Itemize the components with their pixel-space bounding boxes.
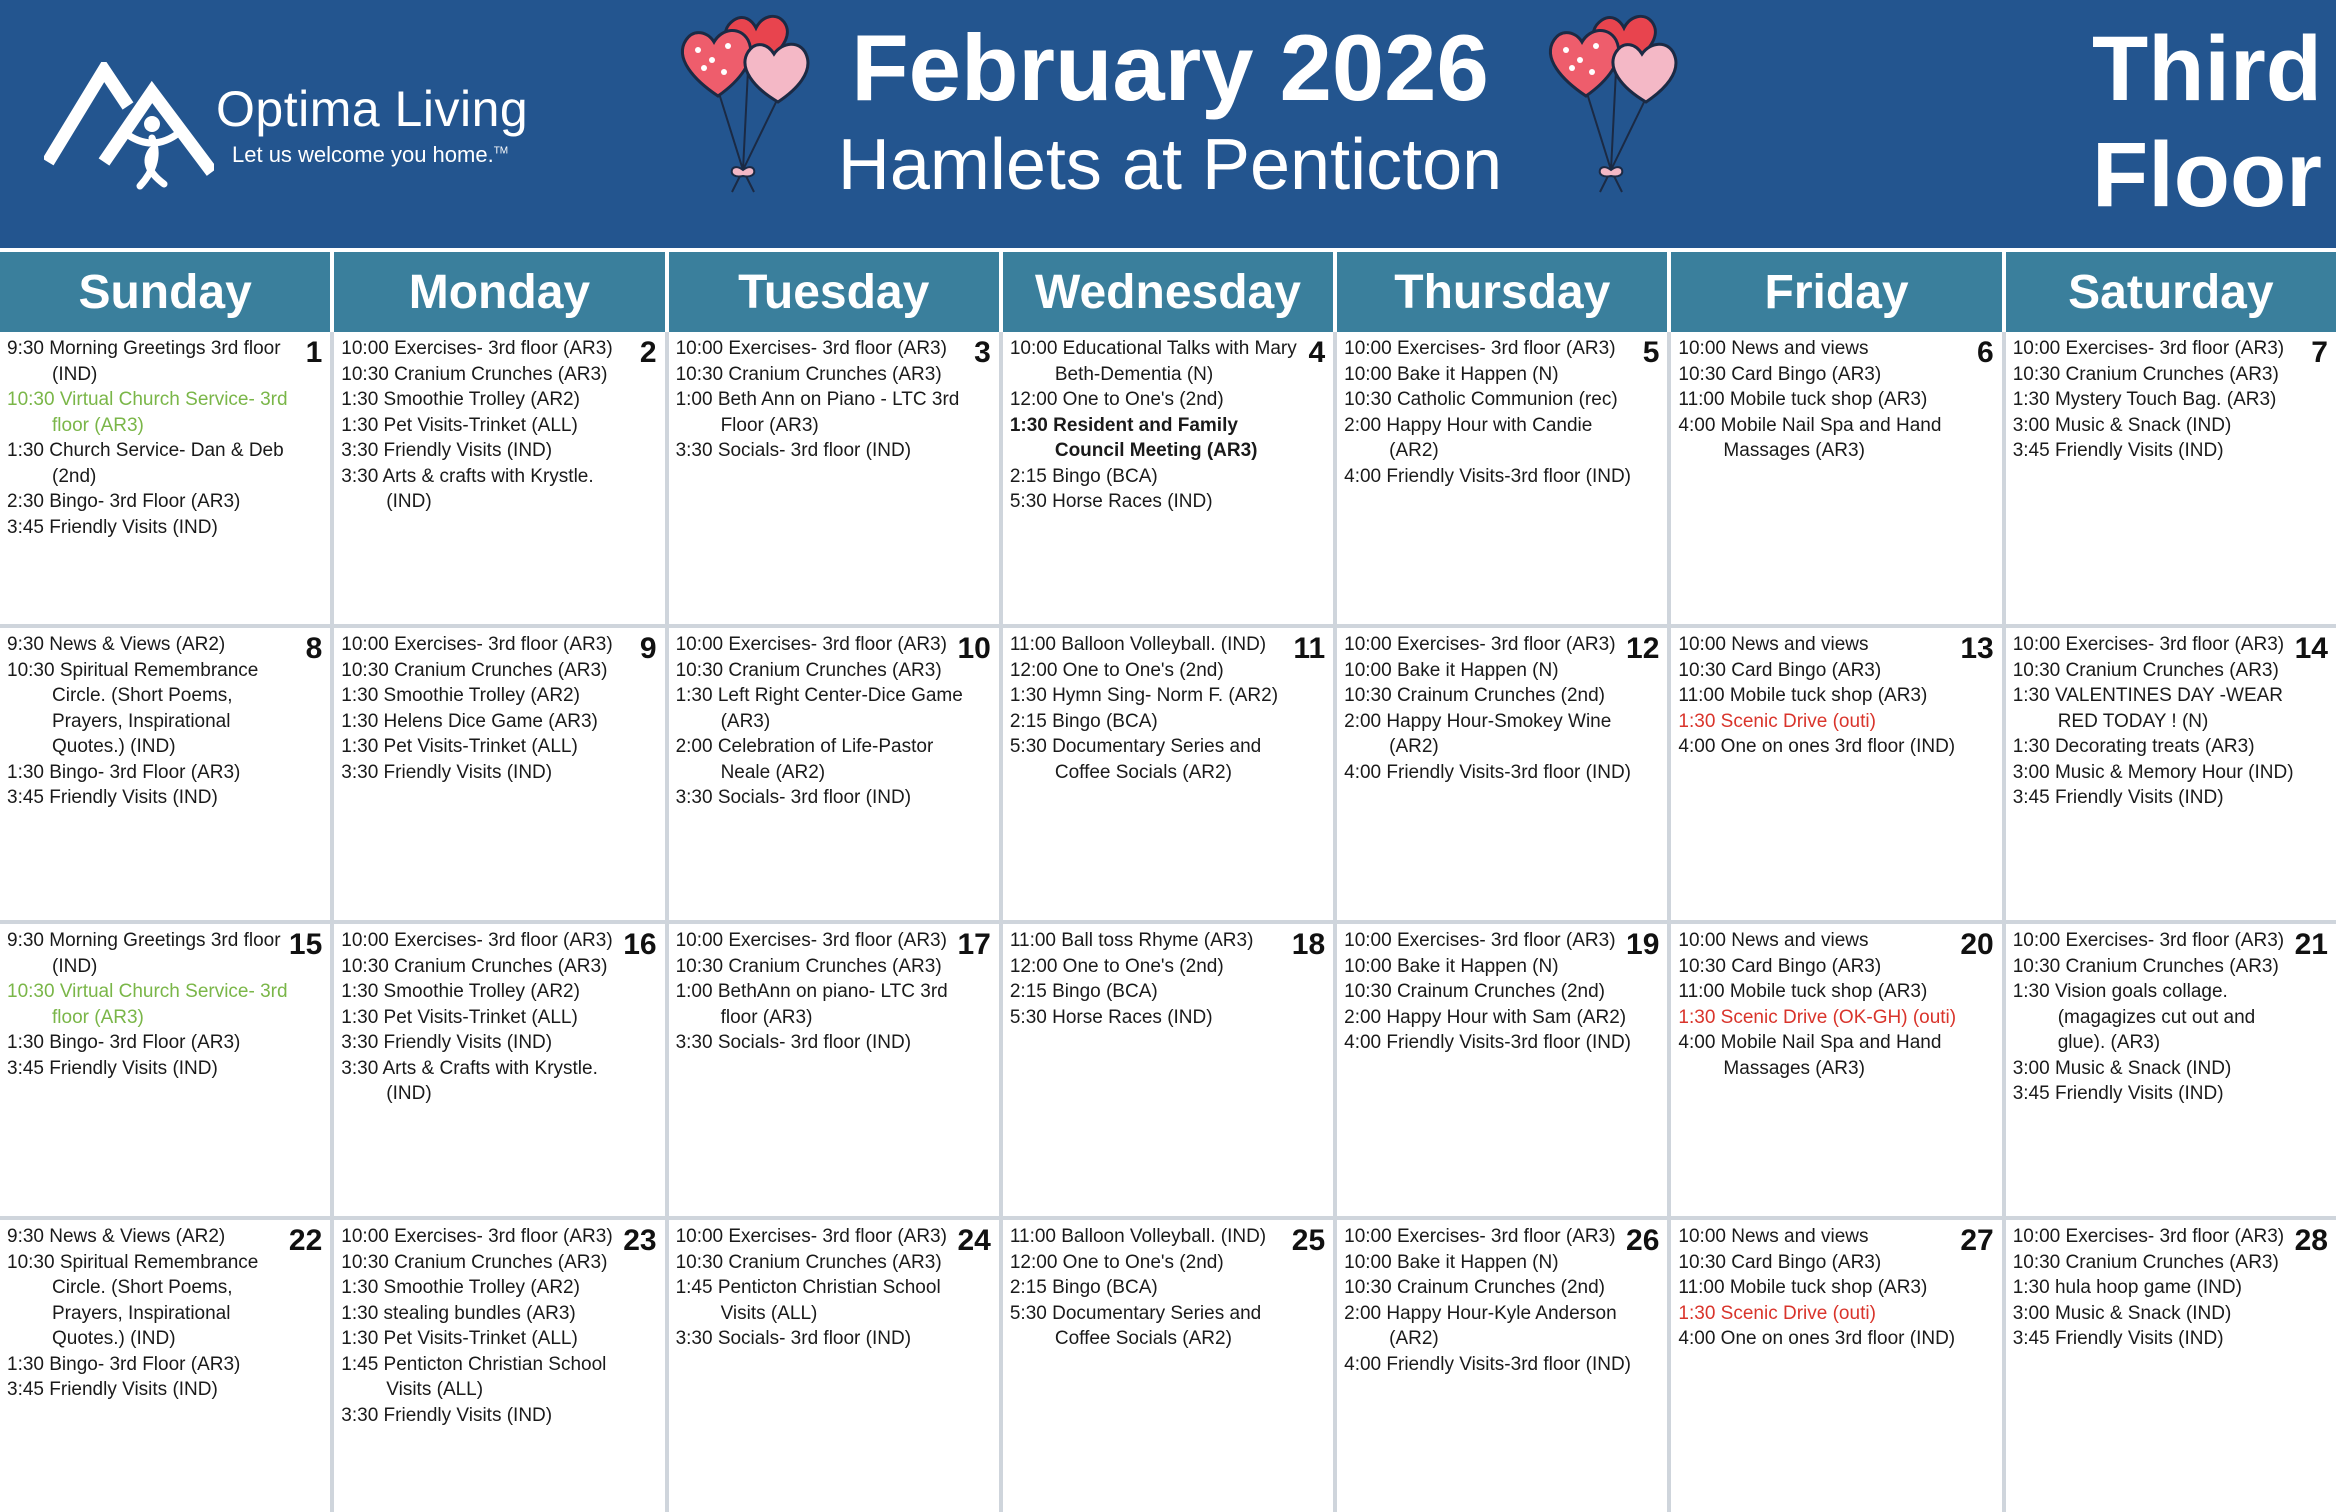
event-item: 11:00 Mobile tuck shop (AR3) <box>1678 981 1928 1002</box>
event-item: 10:00 Bake it Happen (N) <box>1344 363 1559 385</box>
event-item: 1:30 Pet Visits-Trinket (ALL) <box>341 1006 578 1028</box>
event-item: 1:30 Scenic Drive (OK-GH) (outi) <box>1678 1006 1957 1028</box>
event-item: 3:30 Friendly Visits (IND) <box>341 440 553 461</box>
floor-label-line1: Third <box>2092 18 2322 120</box>
day-number: 3 <box>974 336 991 369</box>
day-cell <box>1003 924 1333 1216</box>
event-item: 2:00 Happy Hour-Kyle Anderson (AR2) <box>1344 1302 1617 1349</box>
event-item: 1:30 Vision goals collage. (magagizes cut out and glue). (AR3) <box>2012 981 2256 1053</box>
event-item: 1:30 Church Service- Dan & Deb (2nd) <box>7 440 284 487</box>
day-number: 20 <box>1960 928 1994 961</box>
event-item: 2:30 Bingo- 3rd Floor (AR3) <box>7 491 241 512</box>
day-number: 5 <box>1642 336 1660 369</box>
event-item: 9:30 News & Views (AR2) <box>7 634 226 655</box>
event-item: 1:30 Pet Visits-Trinket (ALL) <box>341 736 578 757</box>
event-item: 10:00 Bake it Happen (N) <box>1344 955 1559 977</box>
event-item: 10:00 Exercises- 3rd floor (AR3) <box>341 634 613 655</box>
weekday-sunday: Sunday <box>0 252 330 332</box>
event-item: 2:15 Bingo (BCA) <box>1009 465 1158 487</box>
day-number: 14 <box>2294 632 2328 665</box>
event-item: 1:45 Penticton Christian School Visits (ALL) <box>675 1277 941 1324</box>
event-item: 10:00 Bake it Happen (N) <box>1344 659 1559 681</box>
event-item: 2:00 Happy Hour with Candie (AR2) <box>1344 414 1593 461</box>
day-number: 8 <box>305 632 323 665</box>
event-item: 3:45 Friendly Visits (IND) <box>2012 787 2224 808</box>
day-cell <box>334 1220 664 1512</box>
event-item: 4:00 One on ones 3rd floor (IND) <box>1678 1328 1956 1349</box>
event-item: 10:00 Exercises- 3rd floor (AR3) <box>2012 338 2285 359</box>
event-item: 3:00 Music & Memory Hour (IND) <box>2012 761 2294 783</box>
floor-label-line2: Floor <box>2092 124 2322 226</box>
event-item: 11:00 Mobile tuck shop (AR3) <box>1678 685 1928 706</box>
day-number: 9 <box>639 632 657 665</box>
event-item: 11:00 Ball toss Rhyme (AR3) <box>1009 930 1254 951</box>
event-item: 10:30 Cranium Crunches (AR3) <box>675 659 942 681</box>
day-number: 11 <box>1293 632 1326 665</box>
event-item: 1:30 Resident and Family Council Meeting (AR3) <box>1009 414 1258 461</box>
day-number: 10 <box>957 632 991 665</box>
event-item: 3:30 Socials- 3rd floor (IND) <box>675 1032 912 1053</box>
day-cell <box>334 924 664 1216</box>
event-item: 10:00 News and views <box>1678 1226 1869 1247</box>
day-number: 22 <box>288 1224 323 1257</box>
day-number: 24 <box>957 1224 991 1257</box>
event-item: 12:00 One to One's (2nd) <box>1009 1251 1224 1273</box>
event-item: 12:00 One to One's (2nd) <box>1009 955 1224 977</box>
calendar-header <box>0 0 2336 248</box>
event-item: 11:00 Balloon Volleyball. (IND) <box>1009 634 1267 655</box>
day-cell <box>669 924 999 1216</box>
event-item: 3:30 Friendly Visits (IND) <box>341 761 553 783</box>
trademark-mark: TM <box>493 145 509 157</box>
day-number: 15 <box>288 928 323 961</box>
weekday-saturday: Saturday <box>2006 252 2336 332</box>
event-item: 3:30 Socials- 3rd floor (IND) <box>675 787 912 808</box>
event-item: 10:30 Cranium Crunches (AR3) <box>341 363 608 385</box>
event-item: 10:30 Cranium Crunches (AR3) <box>341 1251 608 1273</box>
event-item: 10:30 Virtual Church Service- 3rd floor (AR3) <box>7 389 288 436</box>
day-cell <box>2006 332 2336 624</box>
day-number: 18 <box>1291 928 1326 961</box>
event-item: 10:00 Exercises- 3rd floor (AR3) <box>675 930 947 951</box>
event-item: 10:30 Cranium Crunches (AR3) <box>2012 955 2279 977</box>
house-person-icon <box>44 62 214 192</box>
day-cell <box>1003 1220 1333 1512</box>
event-item: 10:00 Exercises- 3rd floor (AR3) <box>341 1226 613 1247</box>
day-cell <box>669 332 999 624</box>
event-item: 1:30 VALENTINES DAY -WEAR RED TODAY ! (N) <box>2012 685 2284 732</box>
event-item: 3:30 Friendly Visits (IND) <box>341 1404 553 1426</box>
event-item: 3:45 Friendly Visits (IND) <box>7 516 218 538</box>
event-item: 2:15 Bingo (BCA) <box>1009 1277 1158 1298</box>
event-item: 10:30 Card Bingo (AR3) <box>1678 363 1882 385</box>
day-cell <box>669 1220 999 1512</box>
day-number: 16 <box>623 928 657 961</box>
day-cell <box>334 628 664 920</box>
day-number: 27 <box>1960 1224 1994 1257</box>
event-item: 3:45 Friendly Visits (IND) <box>7 1057 218 1079</box>
day-number: 28 <box>2294 1224 2328 1257</box>
event-item: 10:30 Cranium Crunches (AR3) <box>2012 1251 2279 1273</box>
brand-tagline <box>232 142 508 168</box>
event-item: 1:30 Bingo- 3rd Floor (AR3) <box>7 1353 241 1375</box>
event-item: 10:00 News and views <box>1678 634 1869 655</box>
event-item: 10:30 Cranium Crunches (AR3) <box>341 659 608 681</box>
event-item: 1:30 Scenic Drive (outi) <box>1678 1302 1876 1324</box>
day-cell <box>2006 628 2336 920</box>
event-item: 5:30 Documentary Series and Coffee Socials (AR2) <box>1009 736 1262 783</box>
day-cell <box>2006 924 2336 1216</box>
day-number: 26 <box>1626 1224 1660 1257</box>
event-item: 4:00 One on ones 3rd floor (IND) <box>1678 736 1956 757</box>
calendar-grid <box>0 332 2336 1512</box>
day-number: 2 <box>639 336 657 369</box>
event-item: 1:30 Smoothie Trolley (AR2) <box>341 389 580 410</box>
event-item: 2:00 Celebration of Life-Pastor Neale (AR2) <box>675 736 934 783</box>
event-item: 5:30 Horse Races (IND) <box>1009 1006 1213 1028</box>
day-cell <box>1337 1220 1667 1512</box>
event-item: 10:00 News and views <box>1678 930 1869 951</box>
event-item: 4:00 Friendly Visits-3rd floor (IND) <box>1344 1032 1631 1053</box>
heart-balloons-icon-right <box>1536 10 1686 220</box>
event-item: 10:00 Exercises- 3rd floor (AR3) <box>675 338 947 359</box>
day-number: 19 <box>1626 928 1660 961</box>
day-number: 12 <box>1626 632 1660 665</box>
day-number: 25 <box>1291 1224 1326 1257</box>
event-item: 10:30 Cranium Crunches (AR3) <box>2012 363 2279 385</box>
event-item: 1:00 BethAnn on piano- LTC 3rd floor (AR3) <box>675 981 948 1028</box>
event-item: 1:30 Helens Dice Game (AR3) <box>341 710 598 732</box>
event-item: 1:30 Hymn Sing- Norm F. (AR2) <box>1009 685 1279 706</box>
event-item: 12:00 One to One's (2nd) <box>1009 389 1224 410</box>
event-item: 10:30 Cranium Crunches (AR3) <box>2012 659 2279 681</box>
day-number: 1 <box>305 336 323 369</box>
event-item: 10:30 Spiritual Remembrance Circle. (Short Poems, Prayers, Inspirational Quotes.) (IND) <box>7 1251 259 1349</box>
event-item: 10:30 Crainum Crunches (2nd) <box>1344 1277 1605 1298</box>
month-title: February 2026 <box>851 15 1489 120</box>
day-cell <box>334 332 664 624</box>
day-cell <box>669 628 999 920</box>
day-cell <box>1671 1220 2001 1512</box>
event-item: 4:00 Friendly Visits-3rd floor (IND) <box>1344 761 1631 783</box>
event-item: 10:30 Card Bingo (AR3) <box>1678 659 1882 681</box>
event-item: 3:45 Friendly Visits (IND) <box>2012 440 2224 461</box>
event-item: 11:00 Mobile tuck shop (AR3) <box>1678 1277 1928 1298</box>
event-item: 1:30 Scenic Drive (outi) <box>1678 710 1876 732</box>
weekday-tuesday: Tuesday <box>669 252 999 332</box>
day-cell <box>2006 1220 2336 1512</box>
event-item: 1:30 Bingo- 3rd Floor (AR3) <box>7 1032 241 1053</box>
day-cell <box>0 924 330 1216</box>
weekday-header-row <box>0 252 2336 332</box>
event-item: 10:00 Exercises- 3rd floor (AR3) <box>675 1226 947 1247</box>
event-item: 9:30 Morning Greetings 3rd floor (IND) <box>7 930 281 977</box>
event-item: 1:30 stealing bundles (AR3) <box>341 1302 576 1324</box>
event-item: 10:00 Exercises- 3rd floor (AR3) <box>1344 338 1616 359</box>
event-item: 10:00 Exercises- 3rd floor (AR3) <box>341 930 613 951</box>
event-item: 12:00 One to One's (2nd) <box>1009 659 1224 681</box>
day-cell <box>0 332 330 624</box>
day-cell <box>0 1220 330 1512</box>
event-item: 10:00 Exercises- 3rd floor (AR3) <box>675 634 947 655</box>
event-item: 10:30 Crainum Crunches (2nd) <box>1344 685 1605 706</box>
event-item: 10:00 Exercises- 3rd floor (AR3) <box>2012 634 2285 655</box>
event-item: 10:30 Cranium Crunches (AR3) <box>675 955 942 977</box>
weekday-wednesday: Wednesday <box>1003 252 1333 332</box>
tagline-text: Let us welcome you home. <box>232 142 494 167</box>
day-cell <box>1671 924 2001 1216</box>
event-item: 3:00 Music & Snack (IND) <box>2012 1057 2232 1079</box>
event-item: 10:00 Exercises- 3rd floor (AR3) <box>1344 1226 1616 1247</box>
event-item: 11:00 Balloon Volleyball. (IND) <box>1009 1226 1267 1247</box>
event-item: 3:45 Friendly Visits (IND) <box>2012 1083 2224 1104</box>
event-item: 1:30 Smoothie Trolley (AR2) <box>341 685 580 706</box>
event-item: 10:00 Bake it Happen (N) <box>1344 1251 1559 1273</box>
event-item: 5:30 Documentary Series and Coffee Socials (AR2) <box>1009 1302 1262 1349</box>
event-item: 10:30 Card Bingo (AR3) <box>1678 955 1882 977</box>
event-item: 4:00 Mobile Nail Spa and Hand Massages (AR3) <box>1678 414 1942 461</box>
floor-label <box>2002 16 2322 228</box>
optima-living-logo <box>44 62 564 192</box>
day-number: 13 <box>1960 632 1994 665</box>
day-cell <box>1337 924 1667 1216</box>
event-item: 3:45 Friendly Visits (IND) <box>7 787 218 808</box>
day-number: 6 <box>1977 336 1994 369</box>
event-item: 10:30 Crainum Crunches (2nd) <box>1344 981 1605 1002</box>
day-number: 21 <box>2294 928 2328 961</box>
location-name: Hamlets at Penticton <box>837 125 1503 205</box>
event-item: 1:30 Mystery Touch Bag. (AR3) <box>2012 389 2277 410</box>
event-item: 1:30 Pet Visits-Trinket (ALL) <box>341 1328 578 1349</box>
event-item: 9:30 Morning Greetings 3rd floor (IND) <box>7 338 281 385</box>
day-cell <box>0 628 330 920</box>
event-item: 2:00 Happy Hour with Sam (AR2) <box>1344 1006 1627 1028</box>
event-item: 10:00 Exercises- 3rd floor (AR3) <box>341 338 613 359</box>
event-item: 1:30 Bingo- 3rd Floor (AR3) <box>7 761 241 783</box>
event-item: 3:00 Music & Snack (IND) <box>2012 414 2232 436</box>
weekday-monday: Monday <box>334 252 664 332</box>
day-number: 4 <box>1308 336 1326 369</box>
day-cell <box>1003 332 1333 624</box>
event-item: 10:00 Exercises- 3rd floor (AR3) <box>2012 930 2285 951</box>
event-item: 10:00 Exercises- 3rd floor (AR3) <box>1344 930 1616 951</box>
day-cell <box>1337 332 1667 624</box>
event-item: 10:00 News and views <box>1678 338 1869 359</box>
event-item: 1:30 Pet Visits-Trinket (ALL) <box>341 414 578 436</box>
event-item: 11:00 Mobile tuck shop (AR3) <box>1678 389 1928 410</box>
event-item: 10:00 Exercises- 3rd floor (AR3) <box>2012 1226 2285 1247</box>
event-item: 10:30 Catholic Communion (rec) <box>1344 389 1618 410</box>
event-item: 1:30 Left Right Center-Dice Game (AR3) <box>675 685 963 732</box>
event-item: 1:30 Smoothie Trolley (AR2) <box>341 1277 580 1298</box>
event-item: 2:00 Happy Hour-Smokey Wine (AR2) <box>1344 710 1612 757</box>
day-cell <box>1671 628 2001 920</box>
event-item: 3:30 Arts & Crafts with Krystle. (IND) <box>341 1057 598 1104</box>
event-item: 1:30 Smoothie Trolley (AR2) <box>341 981 580 1002</box>
event-item: 1:00 Beth Ann on Piano - LTC 3rd Floor (AR3) <box>675 389 960 436</box>
event-item: 9:30 News & Views (AR2) <box>7 1226 226 1247</box>
event-item: 10:30 Spiritual Remembrance Circle. (Short Poems, Prayers, Inspirational Quotes.) (IND) <box>7 659 259 757</box>
event-item: 10:30 Virtual Church Service- 3rd floor (AR3) <box>7 981 288 1028</box>
event-item: 4:00 Friendly Visits-3rd floor (IND) <box>1344 1353 1631 1375</box>
event-item: 3:45 Friendly Visits (IND) <box>7 1379 218 1400</box>
event-item: 3:30 Arts & crafts with Krystle. (IND) <box>341 465 594 512</box>
day-cell <box>1337 628 1667 920</box>
event-item: 10:30 Card Bingo (AR3) <box>1678 1251 1882 1273</box>
event-item: 1:45 Penticton Christian School Visits (ALL) <box>341 1353 607 1400</box>
brand-name: Optima Living <box>216 81 529 137</box>
event-item: 3:30 Friendly Visits (IND) <box>341 1032 553 1053</box>
event-item: 3:30 Socials- 3rd floor (IND) <box>675 440 912 461</box>
event-item: 10:30 Cranium Crunches (AR3) <box>675 1251 942 1273</box>
event-item: 3:30 Socials- 3rd floor (IND) <box>675 1328 912 1349</box>
event-item: 3:45 Friendly Visits (IND) <box>2012 1328 2224 1349</box>
event-item: 10:00 Educational Talks with Mary Beth-Dementia (N) <box>1009 338 1297 385</box>
event-item: 5:30 Horse Races (IND) <box>1009 491 1213 512</box>
day-number: 7 <box>2311 336 2328 369</box>
event-item: 1:30 Decorating treats (AR3) <box>2012 736 2255 757</box>
weekday-friday: Friday <box>1671 252 2001 332</box>
event-item: 2:15 Bingo (BCA) <box>1009 981 1158 1002</box>
day-number: 23 <box>623 1224 657 1257</box>
event-item: 1:30 hula hoop game (IND) <box>2012 1277 2242 1298</box>
event-item: 4:00 Friendly Visits-3rd floor (IND) <box>1344 465 1631 487</box>
day-cell <box>1671 332 2001 624</box>
event-item: 2:15 Bingo (BCA) <box>1009 710 1158 732</box>
event-item: 10:00 Exercises- 3rd floor (AR3) <box>1344 634 1616 655</box>
event-item: 10:30 Cranium Crunches (AR3) <box>341 955 608 977</box>
event-item: 3:00 Music & Snack (IND) <box>2012 1302 2232 1324</box>
day-number: 17 <box>957 928 991 961</box>
weekday-thursday: Thursday <box>1337 252 1667 332</box>
event-item: 4:00 Mobile Nail Spa and Hand Massages (AR3) <box>1678 1032 1942 1079</box>
event-item: 10:30 Cranium Crunches (AR3) <box>675 363 942 385</box>
day-cell <box>1003 628 1333 920</box>
